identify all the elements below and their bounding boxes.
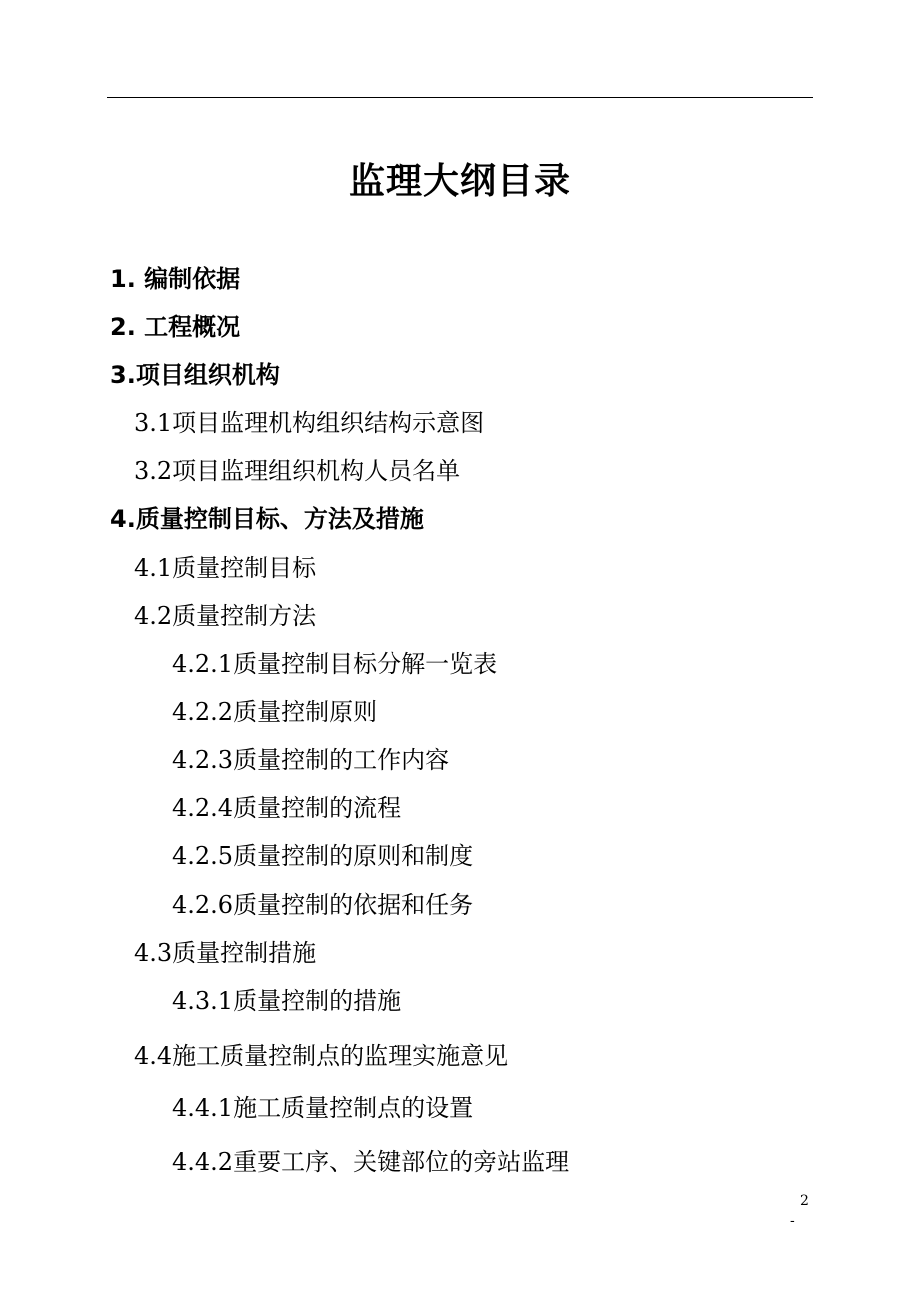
- toc-entry-4-2-3: 4.2.3质量控制的工作内容: [172, 746, 450, 774]
- toc-entry-4-4-1: 4.4.1施工质量控制点的设置: [172, 1094, 474, 1122]
- toc-entry-3-2: 3.2项目监理组织机构人员名单: [134, 457, 461, 485]
- toc-entry-3: 3.项目组织机构: [110, 361, 280, 389]
- toc-entry-4-2-1: 4.2.1质量控制目标分解一览表: [172, 650, 498, 678]
- toc-entry-3-1: 3.1项目监理机构组织结构示意图: [134, 409, 485, 437]
- toc-entry-4-2-2: 4.2.2质量控制原则: [172, 698, 378, 726]
- toc-entry-4-3: 4.3质量控制措施: [134, 939, 317, 967]
- toc-entry-4-3-1: 4.3.1质量控制的措施: [172, 987, 402, 1015]
- page-number: 2: [800, 1193, 809, 1209]
- toc-entry-4-2-4: 4.2.4质量控制的流程: [172, 794, 402, 822]
- toc-entry-4-4: 4.4施工质量控制点的监理实施意见: [134, 1042, 509, 1070]
- toc-entry-2: 2. 工程概况: [110, 313, 241, 341]
- page-number-dash: -: [790, 1213, 795, 1229]
- document-title: 监理大纲目录: [348, 161, 571, 202]
- toc-entry-4-2-6: 4.2.6质量控制的依据和任务: [172, 891, 474, 919]
- toc-entry-4-2: 4.2质量控制方法: [134, 602, 317, 630]
- toc-entry-1: 1. 编制依据: [110, 265, 241, 293]
- toc-entry-4: 4.质量控制目标、方法及措施: [110, 505, 424, 533]
- toc-entry-4-1: 4.1质量控制目标: [134, 554, 317, 582]
- toc-entry-4-2-5: 4.2.5质量控制的原则和制度: [172, 842, 474, 870]
- toc-entry-4-4-2: 4.4.2重要工序、关键部位的旁站监理: [172, 1148, 570, 1176]
